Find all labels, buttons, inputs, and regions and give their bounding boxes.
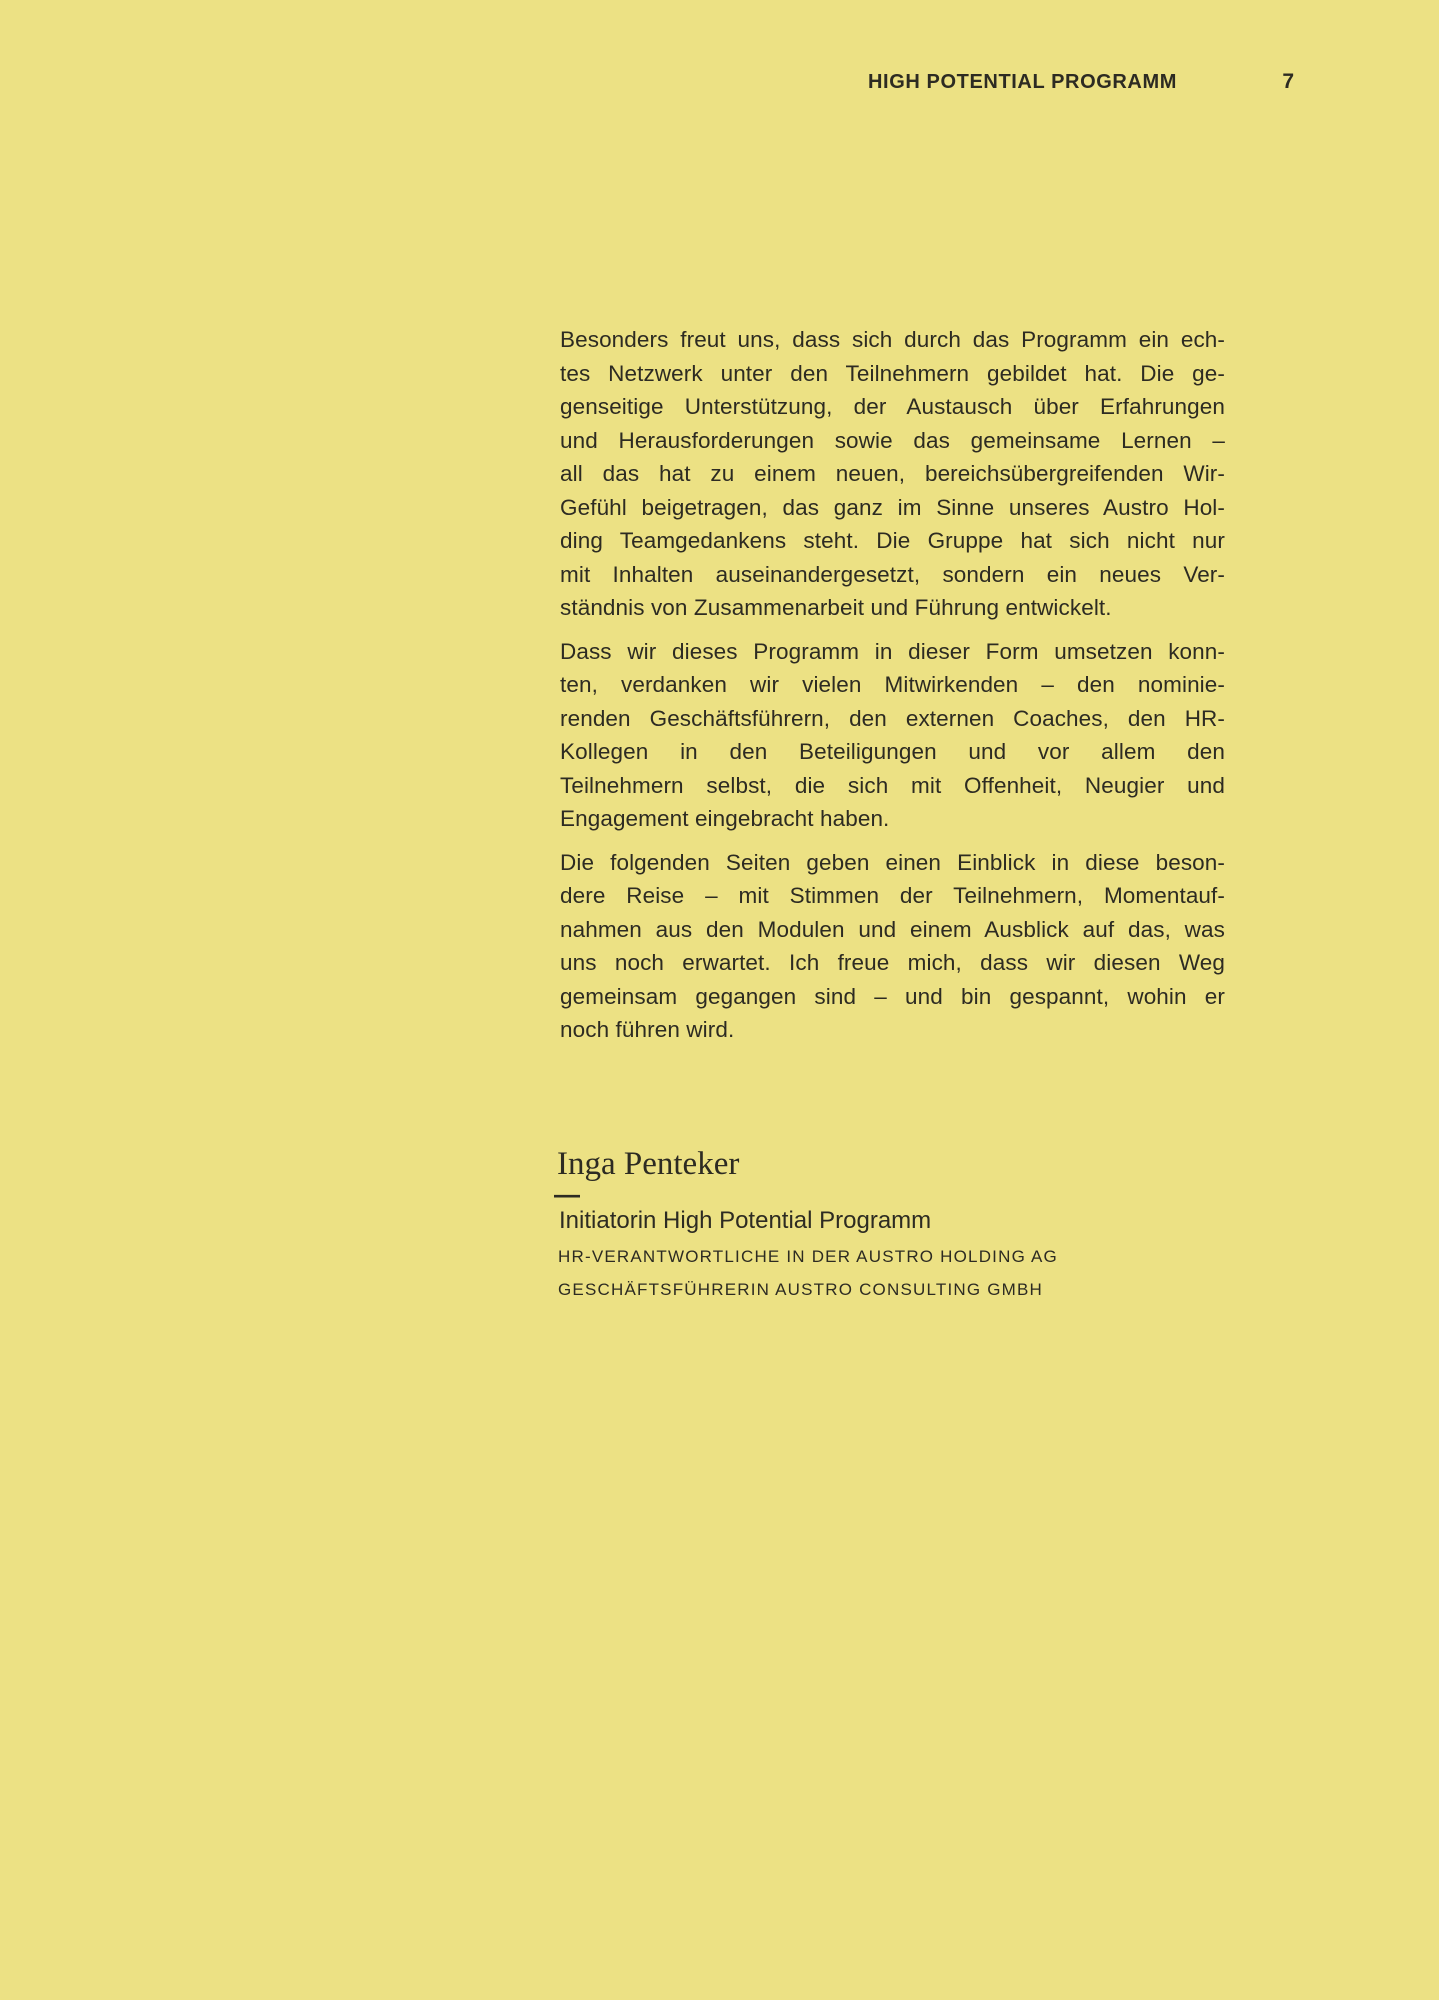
text-line: Die folgenden Seiten geben einen Einblick in diese beson- (560, 849, 1225, 875)
author-role: Initiatorin High Potential Programm (559, 1207, 932, 1234)
text-line: Engagement eingebracht haben. (560, 806, 890, 831)
paragraph-1 (560, 323, 1225, 625)
text-line: dere Reise – mit Stimmen der Teilnehmern, Momentauf- (560, 883, 1225, 908)
text-line: und Herausforderungen sowie das gemeinsame Lernen – (560, 427, 1225, 453)
text-line: Dass wir dieses Programm in dieser Form umsetzen konn- (560, 638, 1225, 664)
text-line: tes Netzwerk unter den Teilnehmern gebildet hat. Die ge- (560, 360, 1225, 386)
text-line: gemeinsam gegangen sind – und bin gespannt, wohin er (560, 983, 1225, 1009)
paragraph-3 (560, 846, 1225, 1047)
author-title-line-1: HR-VERANTWORTLICHE IN DER AUSTRO HOLDING AG (558, 1247, 1058, 1266)
text-line: ding Teamgedankens steht. Die Gruppe hat sich nicht nur (560, 528, 1225, 553)
text-line: Kollegen in den Beteiligungen und vor allem den (560, 739, 1225, 764)
signature-divider-dash: — (554, 1179, 580, 1209)
foreword-text (560, 323, 1225, 1047)
author-title-line-2: GESCHÄFTSFÜHRERIN AUSTRO CONSULTING GMBH (558, 1280, 1043, 1299)
text-line: all das hat zu einem neuen, bereichsübergreifenden Wir- (560, 461, 1225, 486)
text-line: uns noch erwartet. Ich freue mich, dass wir diesen Weg (560, 950, 1225, 975)
paragraph-2 (560, 635, 1225, 836)
text-line: nahmen aus den Modulen und einem Ausblick auf das, was (560, 916, 1225, 942)
text-line: Gefühl beigetragen, das ganz im Sinne unseres Austro Hol- (560, 494, 1225, 520)
author-name: Inga Penteker (557, 1146, 740, 1182)
page-number: 7 (1282, 70, 1294, 93)
text-line: Besonders freut uns, dass sich durch das Programm ein ech- (560, 327, 1225, 352)
text-line: noch führen wird. (560, 1017, 735, 1042)
running-head-title: HIGH POTENTIAL PROGRAMM (868, 71, 1177, 93)
text-line: renden Geschäftsführern, den externen Coaches, den HR- (560, 705, 1225, 731)
page-header (868, 70, 1294, 94)
text-line: Teilnehmern selbst, die sich mit Offenheit, Neugier und (560, 772, 1225, 798)
text-line: mit Inhalten auseinandergesetzt, sondern ein neues Ver- (560, 561, 1225, 587)
text-line: ständnis von Zusammenarbeit und Führung entwickelt. (560, 595, 1112, 620)
text-line: ten, verdanken wir vielen Mitwirkenden – den nominie- (560, 672, 1225, 697)
text-line: genseitige Unterstützung, der Austausch über Erfahrungen (560, 394, 1225, 419)
